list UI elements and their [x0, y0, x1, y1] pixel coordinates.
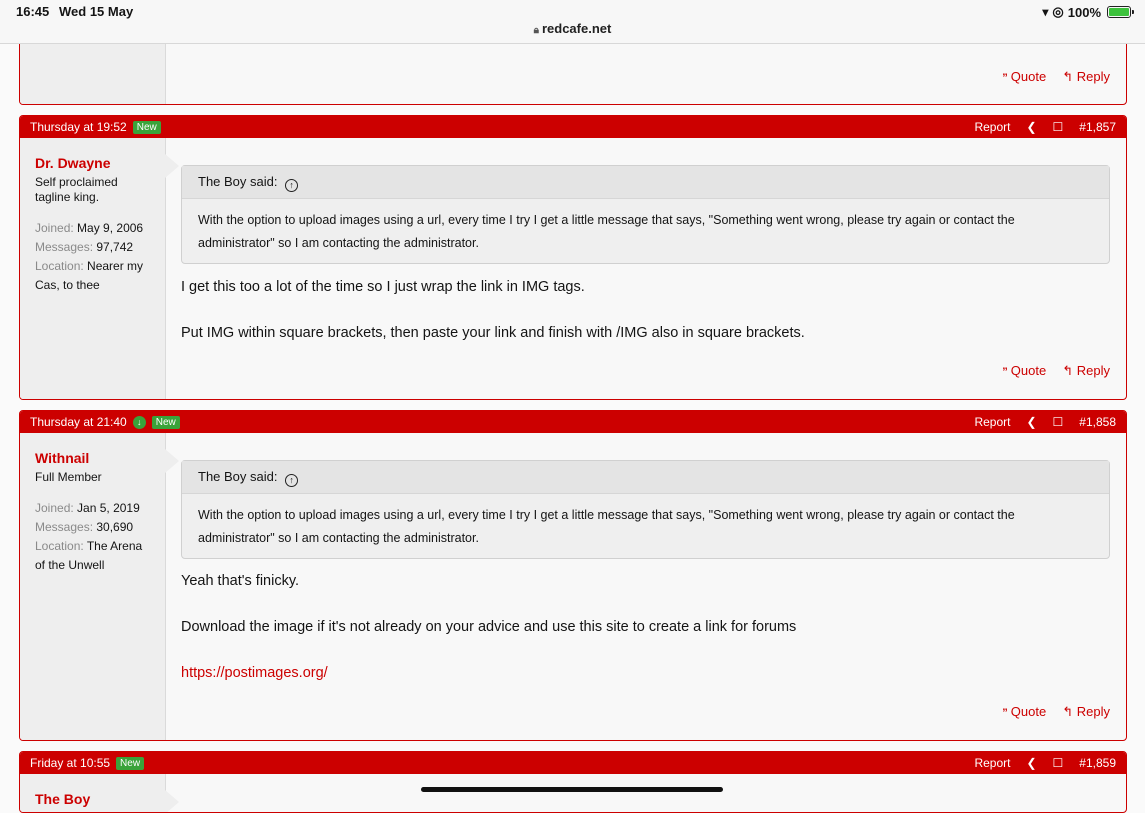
quote-author: The Boy said:: [198, 174, 278, 189]
location-label: Location:: [35, 539, 84, 553]
post-header: [20, 116, 1126, 138]
quote-button[interactable]: [1002, 363, 1046, 379]
user-title: Full Member: [35, 470, 102, 484]
new-badge: New: [152, 416, 180, 429]
quote-label: Quote: [1010, 704, 1047, 719]
reply-label: Reply: [1076, 363, 1110, 378]
reply-button[interactable]: [1062, 704, 1110, 720]
message-line: Yeah that's finicky.: [181, 573, 300, 589]
quote-text: With the option to upload images using a url, every time I try I get a little message that says, "Something went wrong, please try again or contact the administrator" so I am contacting the administrator.: [198, 508, 1015, 545]
user-stats: [35, 219, 155, 295]
messages-label: Messages:: [35, 240, 94, 254]
quote-label: Quote: [1010, 69, 1047, 84]
address-bar[interactable]: [0, 21, 1145, 36]
user-stats: [35, 499, 155, 575]
post-date[interactable]: Friday at 10:55: [30, 756, 111, 770]
user-column: [20, 433, 166, 740]
post-number[interactable]: #1,859: [1079, 756, 1116, 770]
joined-label: Joined:: [35, 501, 74, 515]
reply-icon: ↰: [1062, 704, 1074, 719]
quote-icon: ”: [1002, 72, 1008, 84]
report-link[interactable]: Report: [974, 415, 1011, 429]
username[interactable]: Dr. Dwayne: [35, 155, 111, 171]
user-title: Self proclaimed tagline king.: [35, 175, 118, 204]
bookmark-icon[interactable]: ☐: [1052, 120, 1064, 134]
location-value: The Arena of the Unwell: [35, 539, 143, 572]
download-icon: ↓: [133, 416, 146, 429]
post-date[interactable]: Thursday at 19:52: [30, 120, 127, 134]
post-actions: [1002, 704, 1110, 720]
orientation-lock-icon: ◎: [1052, 4, 1064, 19]
post-actions: [1002, 69, 1110, 85]
messages-value: 30,690: [96, 520, 134, 534]
reply-button[interactable]: [1062, 69, 1110, 85]
post-number[interactable]: #1,857: [1079, 120, 1116, 134]
post-1858: [19, 410, 1127, 741]
wifi-icon: ▾: [1042, 5, 1049, 19]
quote-icon: ”: [1002, 707, 1008, 719]
user-arrow: [165, 154, 179, 178]
quote-header[interactable]: [182, 166, 1109, 199]
lock-icon: 🔒︎: [533, 25, 539, 36]
bookmark-icon[interactable]: ☐: [1052, 756, 1064, 770]
quote-text: With the option to upload images using a url, every time I try I get a little message that says, "Something went wrong, please try again or contact the administrator" so I am contacting the administrator.: [198, 213, 1015, 250]
post-number[interactable]: #1,858: [1079, 415, 1116, 429]
quote-icon: ”: [1002, 366, 1008, 378]
reply-icon: ↰: [1062, 363, 1074, 378]
messages-label: Messages:: [35, 520, 94, 534]
joined-value: May 9, 2006: [77, 221, 144, 235]
joined-label: Joined:: [35, 221, 74, 235]
username[interactable]: The Boy: [35, 791, 91, 807]
new-badge: New: [116, 757, 144, 770]
reply-label: Reply: [1076, 704, 1110, 719]
arrow-up-circle-icon[interactable]: ↑: [285, 179, 298, 192]
message-line: Put IMG within square brackets, then paste your link and finish with /IMG also in square brackets.: [181, 325, 805, 341]
user-column: [20, 138, 166, 399]
status-right: [1042, 4, 1131, 20]
url-text: redcafe.net: [541, 21, 612, 36]
reply-label: Reply: [1076, 69, 1110, 84]
new-badge: New: [133, 121, 161, 134]
messages-value: 97,742: [96, 240, 134, 254]
postimages-link[interactable]: https://postimages.org/: [181, 665, 328, 681]
quote-author: The Boy said:: [198, 469, 278, 484]
home-indicator[interactable]: [421, 787, 723, 792]
reply-icon: ↰: [1062, 69, 1074, 84]
message-line: Download the image if it's not already on your advice and use this site to create a link for forums: [181, 619, 797, 635]
quote-button[interactable]: [1002, 704, 1046, 720]
status-date: Wed 15 May: [59, 4, 134, 19]
joined-value: Jan 5, 2019: [77, 501, 140, 515]
quote-button[interactable]: [1002, 69, 1046, 85]
quote-block: [181, 460, 1110, 559]
post-date[interactable]: Thursday at 21:40: [30, 415, 127, 429]
battery-icon: [1107, 6, 1131, 18]
status-bar: [0, 0, 1145, 44]
user-column: [20, 774, 166, 812]
user-arrow: [165, 449, 179, 473]
post-header: [20, 411, 1126, 433]
message-link-line: [181, 663, 1110, 683]
post-1859: [19, 751, 1127, 813]
post-header: [20, 752, 1126, 774]
quote-label: Quote: [1010, 363, 1047, 378]
report-link[interactable]: Report: [974, 756, 1011, 770]
post-1857: [19, 115, 1127, 400]
user-arrow: [165, 790, 179, 813]
quote-header[interactable]: [182, 461, 1109, 494]
location-value: Nearer my Cas, to thee: [35, 259, 144, 292]
share-icon[interactable]: ❮: [1026, 756, 1037, 770]
post-actions: [1002, 363, 1110, 379]
message-line: I get this too a lot of the time so I just wrap the link in IMG tags.: [181, 279, 585, 295]
battery-percent: 100%: [1067, 4, 1101, 20]
bookmark-icon[interactable]: ☐: [1052, 415, 1064, 429]
location-label: Location:: [35, 259, 84, 273]
quote-block: [181, 165, 1110, 264]
arrow-up-circle-icon[interactable]: ↑: [285, 474, 298, 487]
username[interactable]: Withnail: [35, 450, 90, 466]
report-link[interactable]: Report: [974, 120, 1011, 134]
reply-button[interactable]: [1062, 363, 1110, 379]
share-icon[interactable]: ❮: [1026, 120, 1037, 134]
share-icon[interactable]: ❮: [1026, 415, 1037, 429]
status-time: 16:45: [16, 4, 50, 19]
